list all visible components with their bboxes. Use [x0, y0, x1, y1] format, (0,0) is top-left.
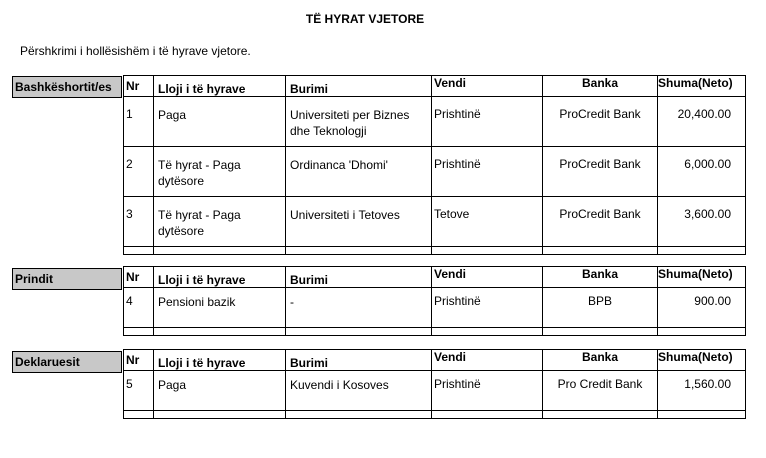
- cell-banka: ProCredit Bank: [542, 97, 657, 146]
- cell-lloji: Paga: [153, 371, 285, 410]
- cell-lloji: Paga: [153, 97, 285, 146]
- spacer-cell: [153, 328, 285, 335]
- page-title: TË HYRAT VJETORE: [305, 12, 425, 26]
- cell-banka: BPB: [542, 288, 657, 327]
- header-nr: Nr: [126, 270, 140, 284]
- cell-banka: Pro Credit Bank: [542, 371, 657, 410]
- spacer-cell: [285, 411, 431, 418]
- section-label-bashkeshortit: Bashkëshortit/es: [12, 76, 122, 98]
- page-description: Përshkrimi i hollësishëm i të hyrave vjetore.: [20, 44, 251, 58]
- cell-shuma: 6,000.00: [657, 147, 747, 196]
- header-vendi: Vendi: [431, 350, 542, 370]
- cell-nr: 5: [126, 377, 133, 391]
- cell-shuma: 20,400.00: [657, 97, 747, 146]
- spacer-cell: [431, 247, 542, 254]
- spacer-cell: [657, 411, 747, 418]
- cell-lloji: Të hyrat - Paga dytësore: [153, 197, 285, 246]
- header-shuma: Shuma(Neto): [657, 76, 747, 96]
- cell-vendi: Prishtinë: [431, 288, 542, 327]
- spacer-cell: [153, 247, 285, 254]
- cell-lloji: Pensioni bazik: [153, 288, 285, 327]
- spacer-cell: [431, 328, 542, 335]
- cell-lloji: Të hyrat - Paga dytësore: [153, 147, 285, 196]
- spacer-cell: [124, 247, 153, 254]
- cell-vendi: Prishtinë: [431, 371, 542, 410]
- header-lloji: Lloji i të hyrave: [153, 350, 285, 370]
- header-banka: Banka: [542, 350, 657, 370]
- cell-nr: 1: [126, 107, 133, 121]
- header-shuma: Shuma(Neto): [657, 350, 747, 370]
- spacer-cell: [431, 411, 542, 418]
- header-shuma: Shuma(Neto): [657, 267, 747, 287]
- cell-burimi: Universiteti i Tetoves: [285, 197, 431, 246]
- table-footer-row: [124, 328, 745, 335]
- income-table-bashkeshortit: [123, 75, 746, 255]
- spacer-cell: [285, 328, 431, 335]
- header-nr: Nr: [126, 79, 140, 93]
- cell-vendi: Tetove: [431, 197, 542, 246]
- table-row: [124, 197, 745, 247]
- income-table-prindit: [123, 266, 746, 336]
- cell-shuma: 900.00: [657, 288, 747, 327]
- income-table-deklaruesit: [123, 349, 746, 419]
- cell-vendi: Prishtinë: [431, 97, 542, 146]
- spacer-cell: [285, 247, 431, 254]
- table-row: [124, 97, 745, 147]
- spacer-cell: [124, 411, 153, 418]
- header-lloji: Lloji i të hyrave: [153, 76, 285, 96]
- table-row: [124, 288, 745, 328]
- spacer-cell: [542, 411, 657, 418]
- cell-shuma: 3,600.00: [657, 197, 747, 246]
- cell-shuma: 1,560.00: [657, 371, 747, 410]
- header-burimi: Burimi: [285, 267, 431, 287]
- section-label-deklaruesit: Deklaruesit: [12, 351, 122, 373]
- header-nr: Nr: [126, 353, 140, 367]
- table-header-row: [124, 267, 745, 288]
- cell-vendi: Prishtinë: [431, 147, 542, 196]
- table-footer-row: [124, 411, 745, 418]
- section-label-prindit: Prindit: [12, 268, 122, 290]
- spacer-cell: [124, 328, 153, 335]
- cell-nr: 2: [126, 157, 133, 171]
- spacer-cell: [657, 247, 747, 254]
- cell-nr: 3: [126, 207, 133, 221]
- table-header-row: [124, 350, 745, 371]
- header-banka: Banka: [542, 76, 657, 96]
- cell-burimi: -: [285, 288, 431, 327]
- table-footer-row: [124, 247, 745, 254]
- table-header-row: [124, 76, 745, 97]
- spacer-cell: [542, 328, 657, 335]
- spacer-cell: [153, 411, 285, 418]
- header-banka: Banka: [542, 267, 657, 287]
- cell-burimi: Universiteti per Biznes dhe Teknologji: [285, 97, 431, 146]
- cell-burimi: Kuvendi i Kosoves: [285, 371, 431, 410]
- header-burimi: Burimi: [285, 350, 431, 370]
- cell-banka: ProCredit Bank: [542, 147, 657, 196]
- header-vendi: Vendi: [431, 267, 542, 287]
- cell-banka: ProCredit Bank: [542, 197, 657, 246]
- header-vendi: Vendi: [431, 76, 542, 96]
- table-row: [124, 371, 745, 411]
- cell-burimi: Ordinanca 'Dhomi': [285, 147, 431, 196]
- cell-nr: 4: [126, 294, 133, 308]
- spacer-cell: [542, 247, 657, 254]
- table-row: [124, 147, 745, 197]
- spacer-cell: [657, 328, 747, 335]
- header-lloji: Lloji i të hyrave: [153, 267, 285, 287]
- header-burimi: Burimi: [285, 76, 431, 96]
